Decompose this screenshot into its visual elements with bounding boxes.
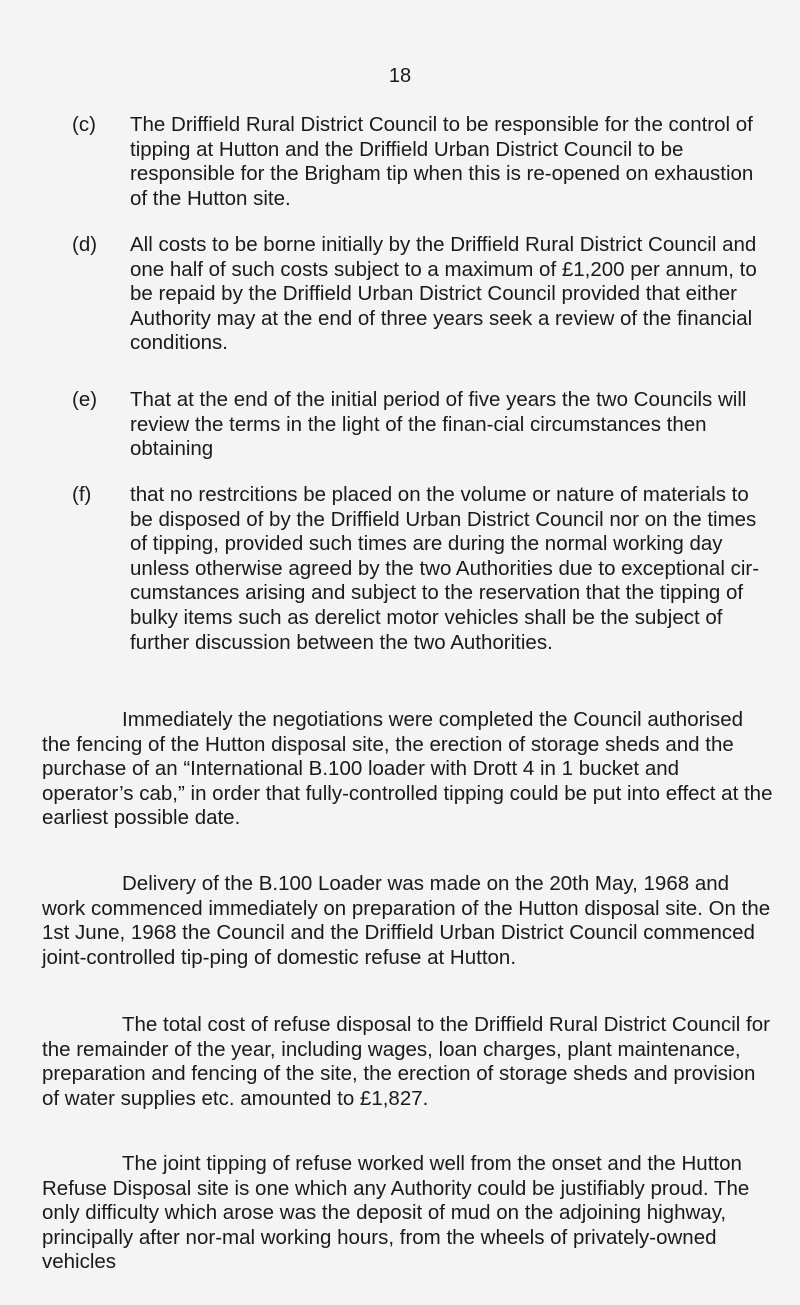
clause-d	[72, 233, 772, 356]
clause-c	[72, 113, 772, 211]
clause-text: All costs to be borne initially by the Driffield Rural District Council and one half of such costs subject to a maximum of £1,200 per annum, to be repaid by the Driffield Urban District Council provided that either Authority may at the end of three years seek a review of the financial conditions.	[130, 233, 757, 355]
clause-text: that no restrcitions be placed on the volume or nature of materials to be disposed of by the Driffield Urban District Council nor on the times of tipping, provided such times are during the normal working day unless otherwise agreed by the two Authorities due to exceptional cir-cumstances arising and subject to the reservation that the tipping of bulky items such as derelict motor vehicles shall be the subject of further discussion between the two Authorities.	[130, 483, 760, 654]
page-number: 18	[388, 65, 412, 87]
clause-label: (f)	[72, 483, 92, 506]
clause-label: (c)	[72, 113, 96, 136]
body-paragraph: The joint tipping of refuse worked well from the onset and the Hutton Refuse Disposal site is one which any Authority could be justifiably proud. The only difficulty which arose was the deposit of mud on the adjoining highway, principally after nor-mal working hours, from the wheels of privately-owned vehicles	[42, 1152, 750, 1274]
clause-label: (e)	[72, 388, 98, 411]
body-paragraph: Immediately the negotiations were completed the Council authorised the fencing of the Hutton disposal site, the erection of storage sheds and the purchase of an “International B.100 loader with Drott 4 in 1 bucket and operator’s cab,” in order that fully-controlled tipping could be put into effect at the earliest possible date.	[42, 708, 773, 830]
body-paragraph: The total cost of refuse disposal to the Driffield Rural District Council for the remainder of the year, including wages, loan charges, plant maintenance, preparation and fencing of the site, the erection of storage sheds and provision of water supplies etc. amounted to £1,827.	[42, 1013, 770, 1110]
clause-label: (d)	[72, 233, 98, 256]
clause-text: The Driffield Rural District Council to be responsible for the control of tipping at Hutton and the Driffield Urban District Council to be responsible for the Brigham tip when this is re-opened on exhaustion of the Hutton site.	[130, 113, 754, 210]
clause-text: That at the end of the initial period of five years the two Councils will review the terms in the light of the finan-cial circumstances then obtaining	[130, 388, 747, 461]
clause-f	[72, 483, 772, 655]
body-paragraph: Delivery of the B.100 Loader was made on the 20th May, 1968 and work commenced immediately on preparation of the Hutton disposal site. On the 1st June, 1968 the Council and the Driffield Urban District Council commenced joint-controlled tip-ping of domestic refuse at Hutton.	[42, 872, 771, 969]
clause-e	[72, 388, 772, 462]
